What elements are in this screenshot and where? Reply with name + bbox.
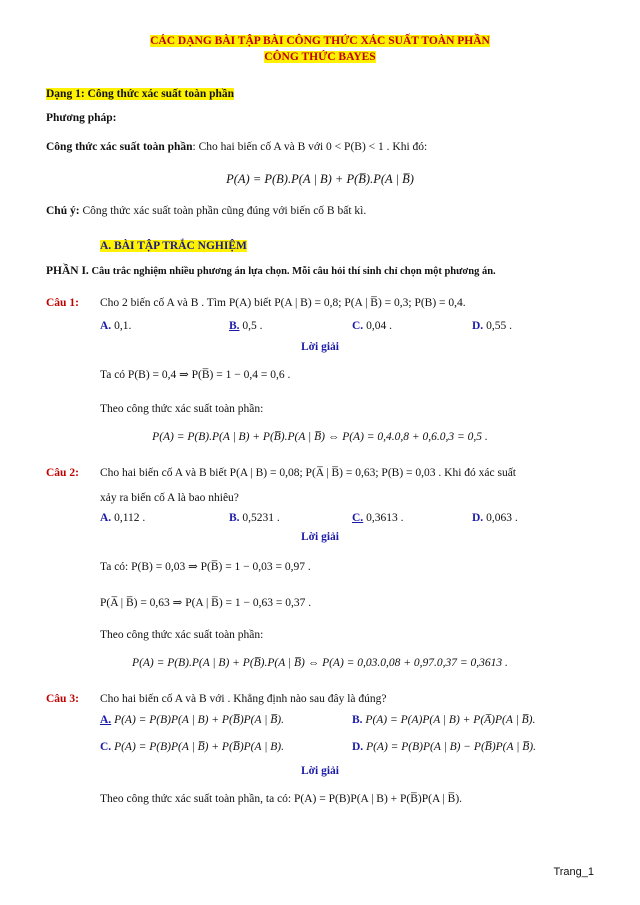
note-label: Chú ý: bbox=[46, 205, 80, 217]
note-text: Công thức xác suất toàn phần cũng đúng với biến cố B bất kì. bbox=[79, 205, 367, 217]
question-2-solution-line-3: Theo công thức xác suất toàn phần: bbox=[100, 629, 264, 641]
note bbox=[46, 204, 366, 218]
question-2-solution-line-1: Ta có: P(B) = 0,03 ⇒ P(B̅) = 1 − 0,03 = 0,97 . bbox=[100, 561, 311, 573]
formula-label: Công thức xác suất toàn phần bbox=[46, 141, 193, 153]
question-2-option-a[interactable]: A. 0,112 . bbox=[100, 512, 146, 524]
question-2-option-d[interactable]: D. 0,063 . bbox=[472, 512, 518, 524]
question-3-option-a[interactable]: A. P(A) = P(B)P(A | B) + P(B̅)P(A | B̅). bbox=[100, 714, 284, 726]
question-1-option-b[interactable]: B. 0,5 . bbox=[229, 320, 263, 332]
section-heading: Dạng 1: Công thức xác suất toàn phần bbox=[46, 88, 235, 100]
part-i-label: PHẦN I. bbox=[46, 265, 89, 277]
question-1-text: Cho 2 biến cố A và B . Tìm P(A) biết P(A | B) = 0,8; P(A | B̅) = 0,3; P(B) = 0,4. bbox=[100, 297, 466, 309]
document-title-line2: CÔNG THỨC BAYES bbox=[264, 51, 376, 63]
page-number: Trang_1 bbox=[553, 866, 594, 878]
question-2-solution-line-2: P(A̅ | B̅) = 0,63 ⇒ P(A | B̅) = 1 − 0,63 = 0,37 . bbox=[100, 597, 312, 609]
question-3-option-c[interactable]: C. P(A) = P(B)P(A | B̅) + P(B̅)P(A | B). bbox=[100, 741, 284, 753]
part-a-heading: A. BÀI TẬP TRẮC NGHIỆM bbox=[100, 240, 247, 252]
question-2-label: Câu 2: bbox=[46, 467, 79, 479]
question-2-solution-label: Lời giải bbox=[301, 531, 339, 543]
question-3-solution-line-1: Theo công thức xác suất toàn phần, ta có: P(A) = P(B)P(A | B) + P(B̅)P(A | B̅). bbox=[100, 793, 463, 805]
question-2-option-b[interactable]: B. 0,5231 . bbox=[229, 512, 280, 524]
question-2-text-line-1: Cho hai biến cố A và B biết P(A | B) = 0,08; P(A̅ | B̅) = 0,63; P(B) = 0,03 . Khi đó xác suất bbox=[100, 467, 517, 479]
question-2-text-line-2: xảy ra biến cố A là bao nhiêu? bbox=[100, 492, 239, 504]
question-2-solution-line-4: P(A) = P(B).P(A | B) + P(B̅).P(A | B̅) ⇔ P(A) = 0,03.0,08 + 0,97.0,37 = 0,3613 . bbox=[132, 657, 508, 669]
question-1-option-a[interactable]: A. 0,1. bbox=[100, 320, 132, 332]
question-3-option-b[interactable]: B. P(A) = P(A)P(A | B) + P(A̅)P(A | B̅). bbox=[352, 714, 536, 726]
question-1-solution-line-2: Theo công thức xác suất toàn phần: bbox=[100, 403, 264, 415]
method-label: Phương pháp: bbox=[46, 112, 117, 124]
question-1-option-c[interactable]: C. 0,04 . bbox=[352, 320, 392, 332]
question-1-label: Câu 1: bbox=[46, 297, 79, 309]
formula-intro bbox=[46, 140, 427, 154]
question-1-solution-label: Lời giải bbox=[301, 341, 339, 353]
question-1-solution-line-3: P(A) = P(B).P(A | B) + P(B̅).P(A | B̅) ⇔ P(A) = 0,4.0,8 + 0,6.0,3 = 0,5 . bbox=[152, 431, 488, 443]
question-3-label: Câu 3: bbox=[46, 693, 79, 705]
formula-intro-text: : Cho hai biến cố A và B với 0 < P(B) < 1 . Khi đó: bbox=[192, 141, 428, 153]
document-title-line1: CÁC DẠNG BÀI TẬP BÀI CÔNG THỨC XÁC SUẤT TOÀN PHẦN bbox=[150, 35, 490, 47]
main-formula: P(A) = P(B).P(A | B) + P(B̅).P(A | B̅) bbox=[226, 172, 414, 186]
question-3-solution-label: Lời giải bbox=[301, 765, 339, 777]
question-3-option-d[interactable]: D. P(A) = P(B)P(A | B) − P(B̅)P(A | B̅). bbox=[352, 741, 536, 753]
question-2-option-c[interactable]: C. 0,3613 . bbox=[352, 512, 404, 524]
part-i-text: Câu trắc nghiệm nhiều phương án lựa chọn. Mỗi câu hỏi thí sinh chỉ chọn một phương án. bbox=[88, 266, 496, 277]
question-3-text: Cho hai biến cố A và B với . Khẳng định nào sau đây là đúng? bbox=[100, 693, 387, 705]
part-i-instruction bbox=[46, 264, 496, 279]
question-1-solution-line-1: Ta có P(B) = 0,4 ⇒ P(B̅) = 1 − 0,4 = 0,6 . bbox=[100, 369, 291, 381]
question-1-option-d[interactable]: D. 0,55 . bbox=[472, 320, 512, 332]
